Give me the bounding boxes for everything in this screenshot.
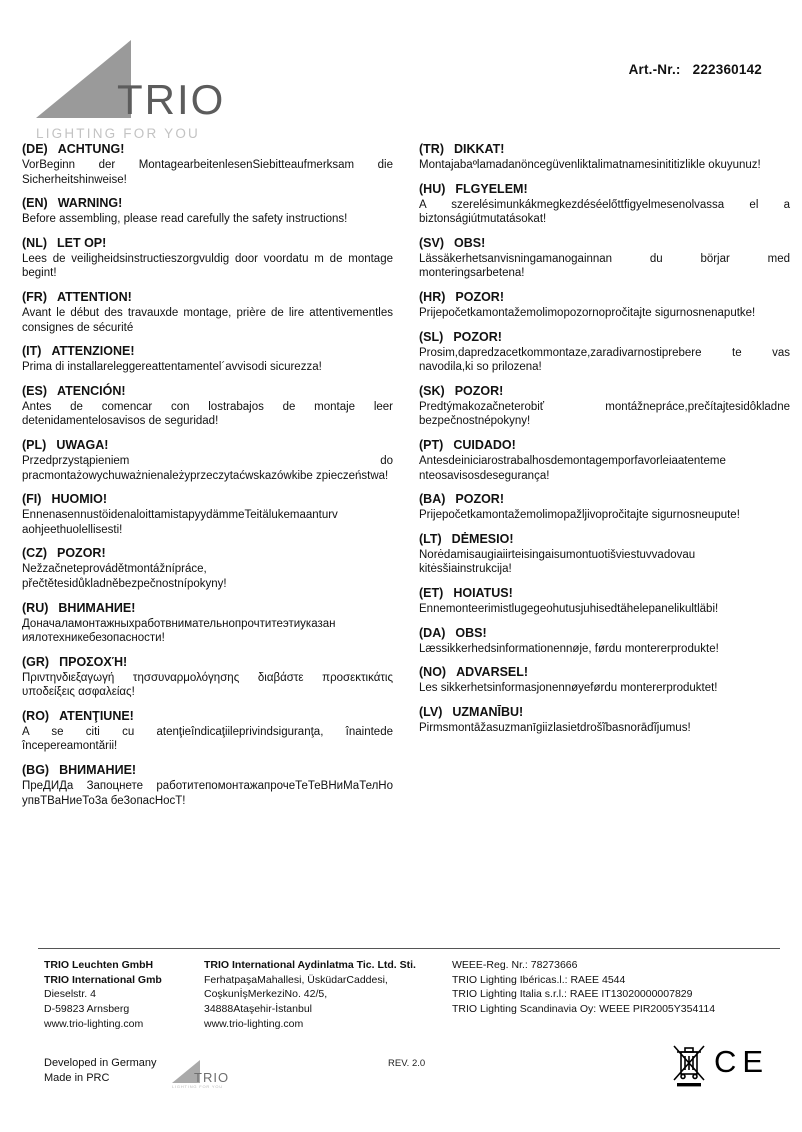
warning-header bbox=[22, 546, 393, 560]
warning-block bbox=[419, 290, 790, 321]
warning-text: Przedprzystąpieniem do pracmontażowychuważnienależyprzeczytaćwskazówkibe zpieczeństwa! bbox=[22, 454, 393, 482]
warning-block bbox=[22, 492, 393, 537]
warning-block bbox=[419, 182, 790, 227]
footer-line: www.trio-lighting.com bbox=[204, 1017, 304, 1030]
warning-text: Доначаламонтажныхработвнимательнопрочтитеэтиуказан иялотехникебезопасности! bbox=[22, 617, 336, 645]
warning-header bbox=[419, 586, 790, 600]
warning-heading: POZOR! bbox=[455, 492, 504, 507]
warning-block bbox=[419, 492, 790, 523]
warning-heading: POZOR! bbox=[455, 289, 504, 304]
warning-text: ПреДИДа Запоцнете работитепомонтажапрочеТеТеВНиМаТелНо упвТВаНиеТо3а бе3опасНосТ! bbox=[22, 780, 393, 807]
warning-language-code: (ET) bbox=[419, 585, 444, 600]
warnings-column-right bbox=[419, 142, 790, 817]
warning-language-code: (PT) bbox=[419, 437, 444, 452]
warning-text: Lees de veiligheidsinstructieszorgvuldig door voordatu m de montage begint! bbox=[22, 252, 393, 280]
ce-mark: CE bbox=[714, 1044, 770, 1079]
footer-line: TRIO Lighting Scandinavia Oy: WEEE PIR2005Y354114 bbox=[452, 1003, 716, 1016]
warning-heading: WARNING! bbox=[57, 196, 123, 211]
warning-text: Norėdamisaugiaiirteisingaisumontuotišviestuvvadovau kitėsšiainstrukcija! bbox=[419, 548, 696, 576]
footer-line: TRIO International Aydinlatma Tic. Ltd. Sti. bbox=[204, 959, 416, 971]
footer-line: TRIO Leuchten GmbH bbox=[44, 959, 154, 971]
warning-heading: DIKKAT! bbox=[454, 142, 505, 156]
warning-block bbox=[419, 532, 790, 577]
warning-block bbox=[22, 196, 393, 227]
warning-heading: ВНИМАНИЕ! bbox=[59, 763, 137, 778]
warning-block bbox=[22, 709, 393, 754]
warning-heading: ATENŢIUNE! bbox=[59, 708, 134, 723]
warning-language-code: (SL) bbox=[419, 329, 444, 344]
weee-bin-icon bbox=[672, 1044, 706, 1088]
warning-heading: LET OP! bbox=[57, 235, 107, 250]
warning-language-code: (SV) bbox=[419, 235, 444, 250]
warning-text: Pirmsmontāžasuzmanīgiizlasietdrošĩbasnorādĩjumus! bbox=[419, 721, 691, 734]
warning-language-code: (EN) bbox=[22, 196, 48, 211]
warning-heading: ATTENTION! bbox=[57, 289, 132, 304]
warning-text: Læssikkerhedsinformationennøje, førdu montererprodukte! bbox=[419, 642, 719, 655]
warning-block bbox=[419, 665, 790, 696]
warning-header bbox=[419, 182, 790, 196]
warning-block bbox=[419, 705, 790, 736]
warning-block bbox=[419, 438, 790, 483]
warning-language-code: (LV) bbox=[419, 704, 443, 719]
footer-address-germany bbox=[44, 958, 204, 1031]
warning-header bbox=[419, 290, 790, 304]
warning-text: A szerelésimunkákmegkezdéséelőttfigyelmesenolvassa el a biztonságiútmutatásokat! bbox=[419, 198, 790, 226]
footer-line: D-59823 Arnsberg bbox=[44, 1003, 130, 1016]
origin-info bbox=[44, 1056, 157, 1086]
warning-text: A se citi cu atenţieîndicaţiileprivindsiguranţa, înaintede începereamontării! bbox=[22, 725, 393, 753]
warning-header bbox=[419, 532, 790, 546]
warning-text: Les sikkerhetsinformasjonennøyeførdu montererproduktet! bbox=[419, 682, 718, 695]
warning-heading: ВНИМАНИЕ! bbox=[58, 600, 136, 615]
warning-language-code: (HR) bbox=[419, 289, 446, 304]
warning-language-code: (GR) bbox=[22, 654, 50, 669]
footer-line: TRIO International Gmb bbox=[44, 973, 162, 986]
warning-language-code: (BA) bbox=[419, 492, 446, 507]
warning-language-code: (SK) bbox=[419, 383, 445, 398]
warning-text: Prijepočetkamontažemolimopažljivopročitajte sigurnosneupute! bbox=[419, 509, 740, 522]
warning-language-code: (RO) bbox=[22, 708, 50, 723]
warning-header bbox=[22, 655, 393, 669]
warning-text: VorBeginn der MontagearbeitenlesenSiebitteaufmerksam die Sicherheitshinweise! bbox=[22, 159, 393, 186]
warning-language-code: (ES) bbox=[22, 383, 47, 398]
warning-language-code: (FR) bbox=[22, 289, 47, 304]
warning-text: Lässäkerhetsanvisningamanogainnan du börjar med monteringsarbetena! bbox=[419, 252, 790, 280]
warning-heading: POZOR! bbox=[453, 329, 502, 344]
warning-header bbox=[419, 384, 790, 398]
warning-block bbox=[419, 384, 790, 429]
footer-line: Dieselstr. 4 bbox=[44, 988, 96, 1001]
warning-header bbox=[22, 438, 393, 452]
warning-header bbox=[419, 236, 790, 250]
warning-header bbox=[22, 196, 393, 210]
warning-block bbox=[22, 384, 393, 429]
warning-block bbox=[22, 601, 393, 646]
warnings-column-left bbox=[22, 142, 393, 817]
warning-header bbox=[22, 142, 393, 156]
footer-line: WEEE-Reg. Nr.: 78273666 bbox=[452, 959, 578, 971]
trio-logo-text: TRIO bbox=[117, 76, 226, 124]
trio-logo-subtitle: LIGHTING FOR YOU bbox=[36, 126, 200, 141]
footer-line: TRIO Lighting Italia s.r.l.: RAEE IT13020000007829 bbox=[452, 988, 693, 1001]
warning-heading: CUIDADO! bbox=[453, 437, 516, 452]
warning-block bbox=[419, 586, 790, 617]
warning-header bbox=[22, 290, 393, 304]
trio-logo-row bbox=[36, 40, 226, 124]
warning-block bbox=[419, 236, 790, 281]
trio-logo-small-text: TRIO bbox=[194, 1069, 230, 1085]
warning-block bbox=[419, 330, 790, 375]
warning-block bbox=[22, 546, 393, 591]
footer-address-turkey bbox=[204, 958, 452, 1031]
warning-text: Predtýmakozačneterobiť montážnepráce,prečítajtesidôkladne bezpečnostnépokyny! bbox=[419, 400, 790, 428]
warning-language-code: (DE) bbox=[22, 142, 48, 156]
warning-text: Ennemonteerimistlugegeohutusjuhisedtähelepanelikultläbi! bbox=[419, 602, 719, 615]
warning-text: Before assembling, please read carefully the safety instructions! bbox=[22, 213, 348, 226]
warning-heading: UZMANĪBU! bbox=[452, 704, 524, 719]
warning-language-code: (CZ) bbox=[22, 546, 47, 561]
trio-logo bbox=[36, 40, 225, 141]
warning-block bbox=[22, 236, 393, 281]
warning-text: Avant le début des travauxde montage, prière de lire attentivementles consignes de sécurité bbox=[22, 306, 393, 334]
warning-header bbox=[419, 705, 790, 719]
warning-text: Nežzačneteprovádětmontážnípráce, přečtětesidůkladněbezpečnostnípokyny! bbox=[22, 563, 227, 590]
warning-heading: FLGYELEM! bbox=[455, 181, 528, 196]
warning-language-code: (IT) bbox=[22, 344, 42, 359]
warning-block bbox=[419, 626, 790, 657]
warning-language-code: (LT) bbox=[419, 531, 442, 546]
warning-heading: HUOMIO! bbox=[51, 492, 107, 507]
warning-header bbox=[22, 492, 393, 506]
warning-header bbox=[419, 665, 790, 679]
warning-header bbox=[22, 344, 393, 358]
warning-language-code: (HU) bbox=[419, 181, 446, 196]
trio-logo-small-subtitle: LIGHTING FOR YOU bbox=[172, 1084, 223, 1089]
warning-text: Prijepočetkamontažemolimopozornopročitajte sigurnosnenaputke! bbox=[419, 306, 756, 319]
warning-header bbox=[22, 763, 393, 777]
warning-language-code: (NL) bbox=[22, 235, 47, 250]
warning-text: Antesdeiniciarostrabalhosdemontagemporfavorleiaatenteme nteosavisosdesegurança! bbox=[419, 454, 726, 482]
footer-line: TRIO Lighting Ibéricas.l.: RAEE 4544 bbox=[452, 973, 626, 986]
warning-heading: ATTENZIONE! bbox=[51, 344, 135, 359]
warning-heading: POZOR! bbox=[454, 383, 504, 398]
footer-line: CoşkunİşMerkeziNo. 42/5, bbox=[204, 988, 328, 1001]
warning-language-code: (FI) bbox=[22, 492, 42, 507]
warning-header bbox=[22, 709, 393, 723]
warning-language-code: (BG) bbox=[22, 763, 50, 778]
warning-heading: UWAGA! bbox=[56, 437, 109, 452]
warning-text: Antes de comencar con lostrabajos de montaje leer detenidamentelosavisos de seguridad! bbox=[22, 400, 393, 428]
warnings-section bbox=[22, 142, 790, 817]
warning-block bbox=[22, 763, 393, 808]
warning-text: Prosim,dapredzacetkommontaze,zaradivarnostiprebere te vas navodila,ki so prilozena! bbox=[419, 346, 790, 374]
revision-text: REV. 2.0 bbox=[388, 1058, 426, 1069]
warning-text: Prima di installareleggereattentamentel´avvisodi sicurezza! bbox=[22, 361, 322, 374]
warning-heading: ADVARSEL! bbox=[456, 665, 529, 680]
warning-language-code: (DA) bbox=[419, 625, 446, 640]
warning-text: Πριντηνδιεξαγωγή τησσυναρμολόγησης διαβάστε προσεκτικάτις υποδείξεις ασφαλείας! bbox=[22, 671, 393, 699]
warning-header bbox=[22, 601, 393, 615]
article-number-label: Art.-Nr.: bbox=[628, 62, 681, 77]
warning-block bbox=[419, 142, 790, 173]
warning-header bbox=[419, 330, 790, 344]
footer bbox=[38, 948, 780, 1031]
footer-line: www.trio-lighting.com bbox=[44, 1017, 144, 1030]
article-number-value: 222360142 bbox=[692, 62, 762, 77]
warning-language-code: (NO) bbox=[419, 665, 447, 680]
warning-header bbox=[419, 142, 790, 156]
warning-heading: HOIATUS! bbox=[453, 585, 513, 600]
warning-language-code: (TR) bbox=[419, 142, 444, 156]
footer-line: 34888Ataşehir-İstanbul bbox=[204, 1003, 312, 1016]
warning-block bbox=[22, 142, 393, 187]
made-in-text: Made in PRC bbox=[44, 1071, 110, 1084]
warning-header bbox=[22, 384, 393, 398]
trio-logo-small bbox=[172, 1060, 229, 1089]
warning-header bbox=[419, 626, 790, 640]
warning-heading: POZOR! bbox=[57, 546, 106, 561]
warning-block bbox=[22, 344, 393, 375]
warning-text: EnnenasennustöidenaloittamistapyydämmeTeitälukemaanturv aohjeethuolellisesti! bbox=[22, 509, 338, 536]
warning-heading: DĖMESIO! bbox=[451, 531, 514, 546]
warning-header bbox=[419, 438, 790, 452]
warning-header bbox=[22, 236, 393, 250]
warning-block bbox=[22, 290, 393, 335]
warning-header bbox=[419, 492, 790, 506]
article-number bbox=[629, 62, 762, 77]
warning-heading: ΠΡΟΣΟΧΉ! bbox=[59, 654, 128, 669]
warning-text: Montajabaºlamadanöncegüvenliktalimatnamesinititizlikle okuyunuz! bbox=[419, 159, 761, 171]
warning-heading: ATENCIÓN! bbox=[57, 383, 126, 398]
footer-registrations bbox=[452, 958, 780, 1031]
developed-in-text: Developed in Germany bbox=[44, 1057, 157, 1069]
warning-language-code: (PL) bbox=[22, 437, 47, 452]
warning-heading: OBS! bbox=[454, 235, 486, 250]
trio-logo-small-row bbox=[172, 1060, 229, 1083]
warning-block bbox=[22, 438, 393, 483]
warning-language-code: (RU) bbox=[22, 600, 49, 615]
warning-heading: OBS! bbox=[455, 625, 487, 640]
warning-heading: ACHTUNG! bbox=[57, 142, 125, 156]
footer-line: FerhatpaşaMahallesi, ÜsküdarCaddesi, bbox=[204, 973, 388, 986]
warning-block bbox=[22, 655, 393, 700]
